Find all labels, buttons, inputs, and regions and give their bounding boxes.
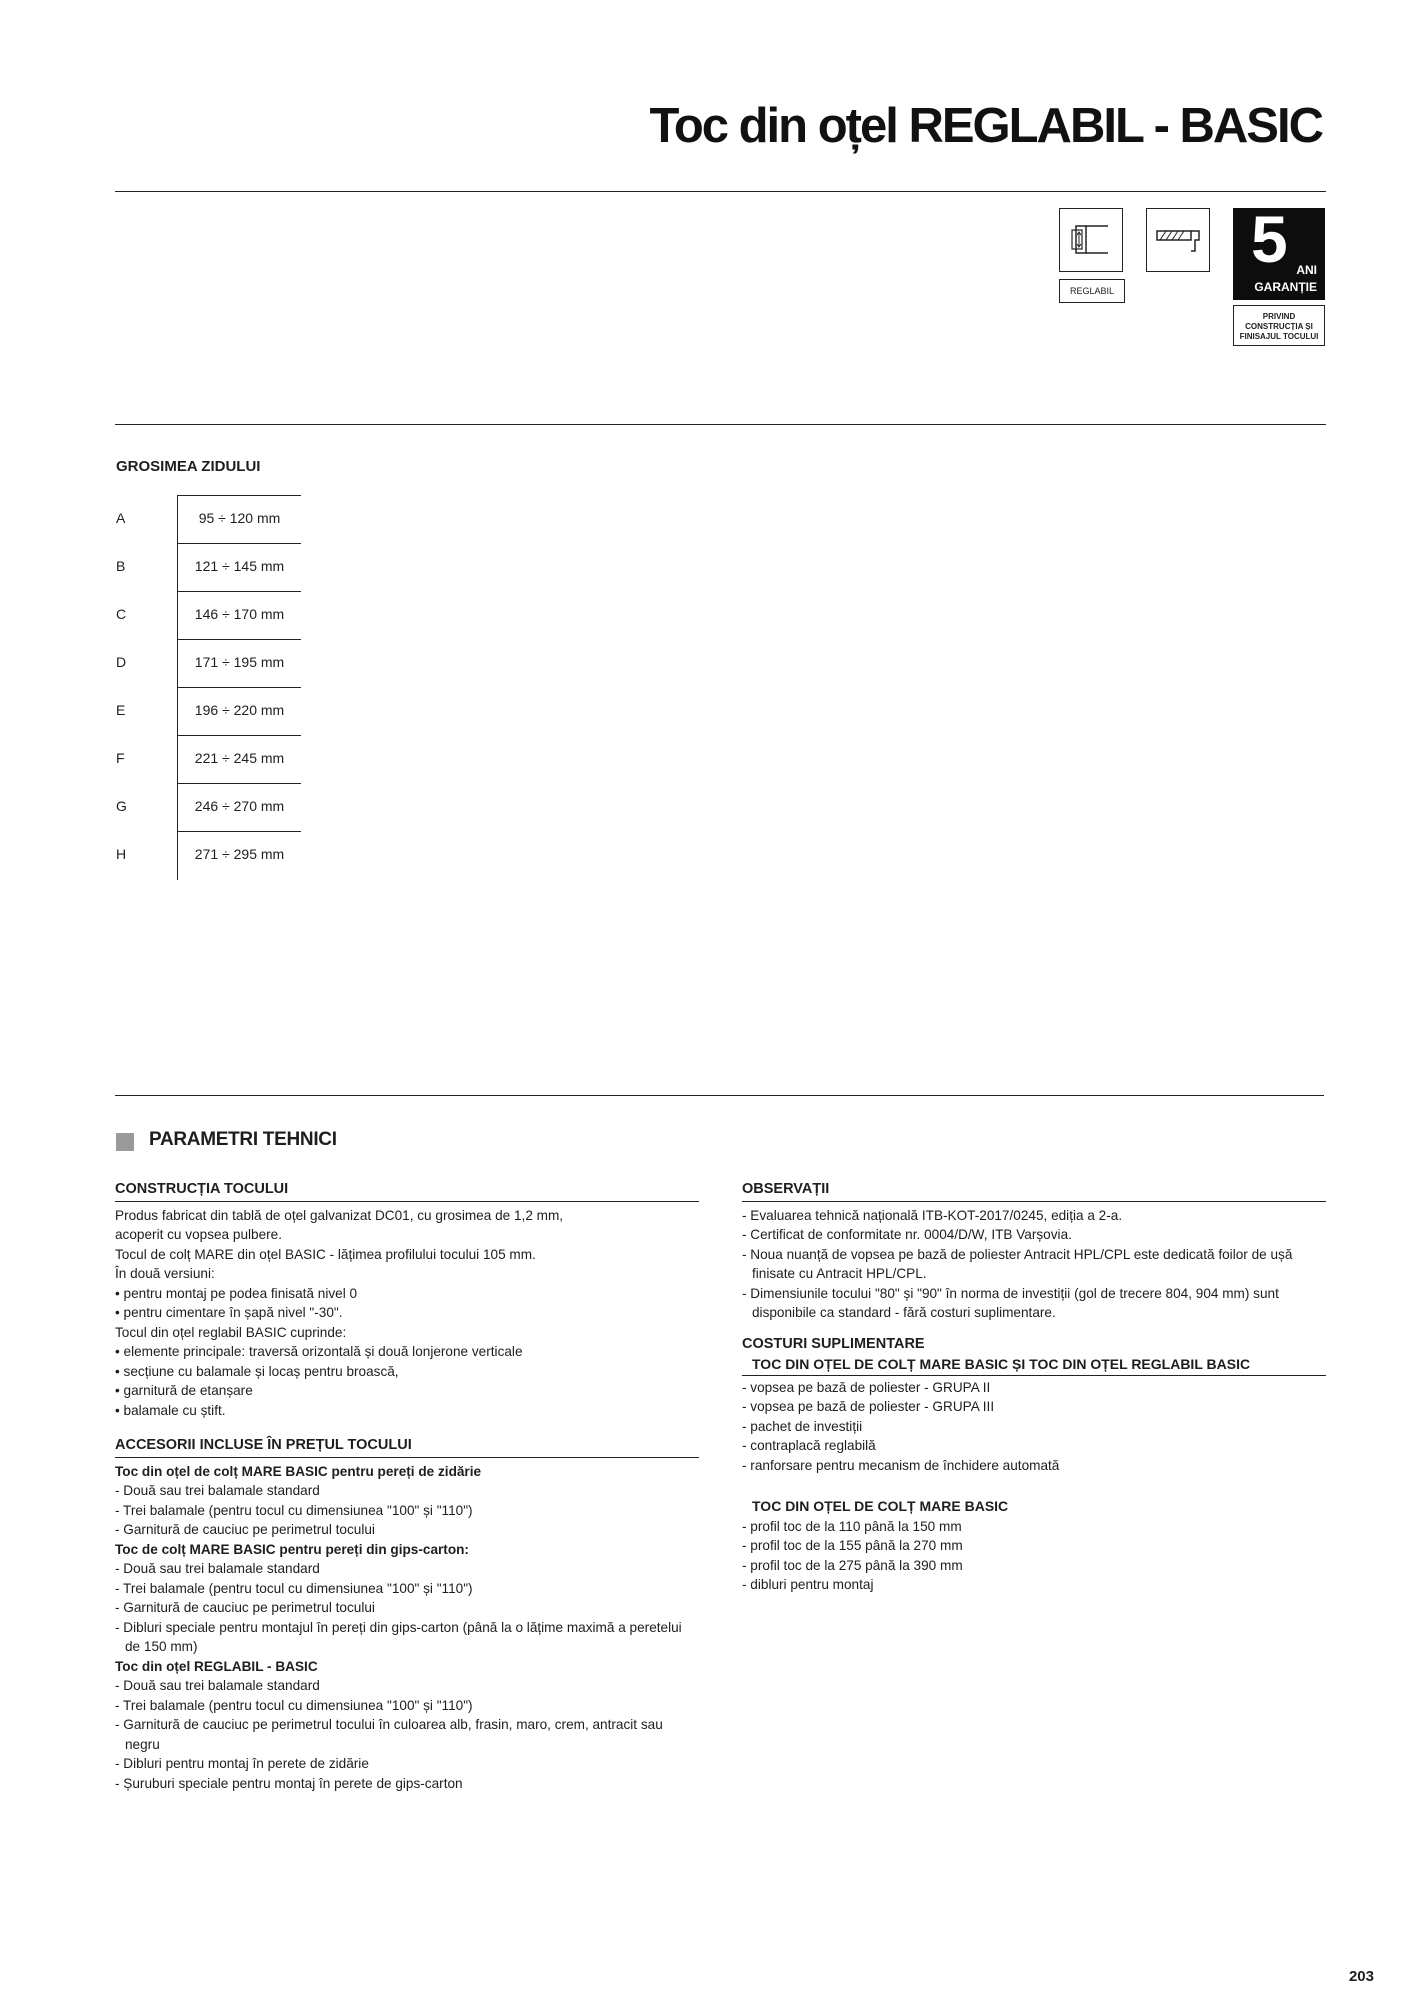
- text-line: acoperit cu vopsea pulbere.: [115, 1227, 283, 1242]
- text-line: • pentru cimentare în șapă nivel "-30".: [115, 1305, 343, 1320]
- table-row: [115, 543, 301, 591]
- list-item: - Două sau trei balamale standard: [115, 1678, 320, 1693]
- list-item: - pachet de investiții: [742, 1418, 863, 1434]
- right-column: [742, 1180, 1326, 1595]
- row-range: 246 ÷ 270 mm: [194, 798, 285, 814]
- list-item: - Șuruburi speciale pentru montaj în perete de gips-carton: [115, 1775, 463, 1791]
- text-line: Produs fabricat din tablă de oțel galvanizat DC01, cu grosimea de 1,2 mm,: [115, 1207, 564, 1223]
- table-row: [115, 735, 301, 783]
- table-row: [115, 687, 301, 735]
- params-title: PARAMETRI TEHNICI: [149, 1129, 337, 1150]
- params-divider: [115, 1095, 1324, 1096]
- construction-heading: CONSTRUCȚIA TOCULUI: [115, 1180, 699, 1202]
- list-item: - Trei balamale (pentru tocul cu dimensiunea "100" și "110"): [115, 1697, 473, 1713]
- list-item: - vopsea pe bază de poliester - GRUPA II: [742, 1379, 991, 1395]
- left-column: [115, 1180, 699, 1793]
- list-item: - vopsea pe bază de poliester - GRUPA III: [742, 1399, 995, 1414]
- list-item: - Certificat de conformitate nr. 0004/D/W, ITB Varșovia.: [742, 1227, 1072, 1242]
- accessories-group-title: Toc de colț MARE BASIC pentru pereți din gips-carton:: [115, 1541, 469, 1557]
- list-item: - dibluri pentru montaj: [742, 1577, 874, 1592]
- list-item: - Evaluarea tehnică națională ITB-KOT-2017/0245, ediția a 2-a.: [742, 1207, 1123, 1223]
- row-range: 221 ÷ 245 mm: [194, 750, 285, 766]
- row-range: 171 ÷ 195 mm: [194, 654, 285, 670]
- list-item: - Garnitură de cauciuc pe perimetrul tocului: [115, 1522, 375, 1537]
- row-range: 271 ÷ 295 mm: [194, 846, 285, 862]
- list-item: - Două sau trei balamale standard: [115, 1561, 320, 1576]
- text-line: • elemente principale: traversă orizontală și două lonjerone verticale: [115, 1344, 523, 1359]
- list-item: - Garnitură de cauciuc pe perimetrul tocului în culoarea alb, frasin, maro, crem, antracit sau negru: [115, 1717, 663, 1752]
- guarantee-note: [1233, 305, 1325, 346]
- adjustable-frame-icon: [1059, 208, 1123, 272]
- row-letter: F: [116, 750, 125, 766]
- text-line: • balamale cu știft.: [115, 1402, 226, 1418]
- list-item: - profil toc de la 110 până la 150 mm: [742, 1518, 962, 1534]
- page-title: Toc din oțel REGLABIL - BASIC: [649, 99, 1322, 153]
- wall-thickness-table: [115, 495, 301, 879]
- frame-profile-icon: [1146, 208, 1210, 272]
- table-divider: [177, 495, 178, 880]
- list-item: - Dibluri speciale pentru montajul în pereți din gips-carton (până la o lățime maximă a peretelui de 150 mm): [115, 1619, 682, 1654]
- list-item: - ranforsare pentru mecanism de închidere automată: [742, 1457, 1060, 1473]
- list-item: - Dimensiunile tocului "80" și "90" în norma de investiții (gol de trecere 804, 904 mm) sunt disponibile ca standard - fără costuri suplimentare.: [742, 1285, 1279, 1320]
- guarantee-number: 5: [1251, 202, 1288, 276]
- text-line: • garnitură de etanșare: [115, 1383, 253, 1398]
- list-item: - Două sau trei balamale standard: [115, 1483, 320, 1498]
- list-item: - contraplacă reglabilă: [742, 1438, 876, 1453]
- list-item: - Noua nuanță de vopsea pe bază de poliester Antracit HPL/CPL este dedicată foilor de ușă finisate cu Antracit HPL/CPL.: [742, 1246, 1293, 1281]
- extra-costs-subheading: TOC DIN OȚEL DE COLȚ MARE BASIC: [752, 1498, 1009, 1514]
- text-line: • pentru montaj pe podea finisată nivel 0: [115, 1285, 358, 1301]
- wall-thickness-title: GROSIMEA ZIDULUI: [116, 458, 261, 475]
- row-letter: D: [116, 654, 127, 670]
- row-letter: H: [116, 846, 127, 862]
- guarantee-badge: [1233, 202, 1325, 300]
- list-item: - profil toc de la 275 până la 390 mm: [742, 1557, 963, 1573]
- accessories-heading: ACCESORII INCLUSE ÎN PREȚUL TOCULUI: [115, 1436, 699, 1458]
- table-row: [115, 639, 301, 687]
- text-line: • secțiune cu balamale și locaș pentru broască,: [115, 1363, 399, 1379]
- list-item: - Trei balamale (pentru tocul cu dimensiunea "100" și "110"): [115, 1502, 473, 1518]
- row-range: 196 ÷ 220 mm: [194, 702, 285, 718]
- list-item: - Garnitură de cauciuc pe perimetrul tocului: [115, 1600, 375, 1615]
- extra-costs-heading: COSTURI SUPLIMENTARE: [742, 1335, 925, 1352]
- text-line: Tocul de colț MARE din oțel BASIC - lățimea profilului tocului 105 mm.: [115, 1246, 536, 1262]
- section-marker-icon: [116, 1133, 134, 1151]
- list-item: - Dibluri pentru montaj în perete de zidărie: [115, 1756, 369, 1771]
- row-letter: E: [116, 702, 126, 718]
- row-letter: G: [116, 798, 127, 814]
- text-line: În două versiuni:: [115, 1266, 215, 1281]
- guarantee-note-line: FINISAJUL TOCULUI: [1239, 332, 1319, 341]
- row-range: 146 ÷ 170 mm: [194, 606, 285, 622]
- section-divider: [115, 424, 1326, 425]
- table-row: [115, 831, 301, 879]
- table-row: [115, 495, 301, 543]
- list-item: - Trei balamale (pentru tocul cu dimensiunea "100" și "110"): [115, 1580, 473, 1596]
- guarantee-note-line: CONSTRUCȚIA ȘI: [1245, 322, 1313, 331]
- guarantee-word: GARANȚIE: [1254, 280, 1317, 294]
- adjustable-label: REGLABIL: [1059, 279, 1125, 303]
- table-row: [115, 783, 301, 831]
- row-range: 95 ÷ 120 mm: [198, 510, 281, 526]
- text-line: Tocul din oțel reglabil BASIC cuprinde:: [115, 1324, 347, 1340]
- page-number: 203: [1348, 1968, 1374, 1985]
- row-letter: A: [116, 510, 126, 526]
- list-item: - profil toc de la 155 până la 270 mm: [742, 1538, 963, 1553]
- row-letter: B: [116, 558, 126, 574]
- accessories-group-title: Toc din oțel REGLABIL - BASIC: [115, 1658, 318, 1674]
- extra-costs-subheading: TOC DIN OȚEL DE COLȚ MARE BASIC ȘI TOC DIN OȚEL REGLABIL BASIC: [742, 1355, 1326, 1376]
- observations-heading: OBSERVAȚII: [742, 1180, 1326, 1202]
- accessories-group-title: Toc din oțel de colț MARE BASIC pentru pereți de zidărie: [115, 1463, 482, 1479]
- guarantee-unit: ANI: [1296, 263, 1317, 277]
- guarantee-note-line: PRIVIND: [1262, 312, 1296, 321]
- title-divider: [115, 191, 1326, 192]
- construction-body: [115, 1206, 699, 1421]
- table-row: [115, 591, 301, 639]
- row-letter: C: [116, 606, 127, 622]
- row-range: 121 ÷ 145 mm: [194, 558, 285, 574]
